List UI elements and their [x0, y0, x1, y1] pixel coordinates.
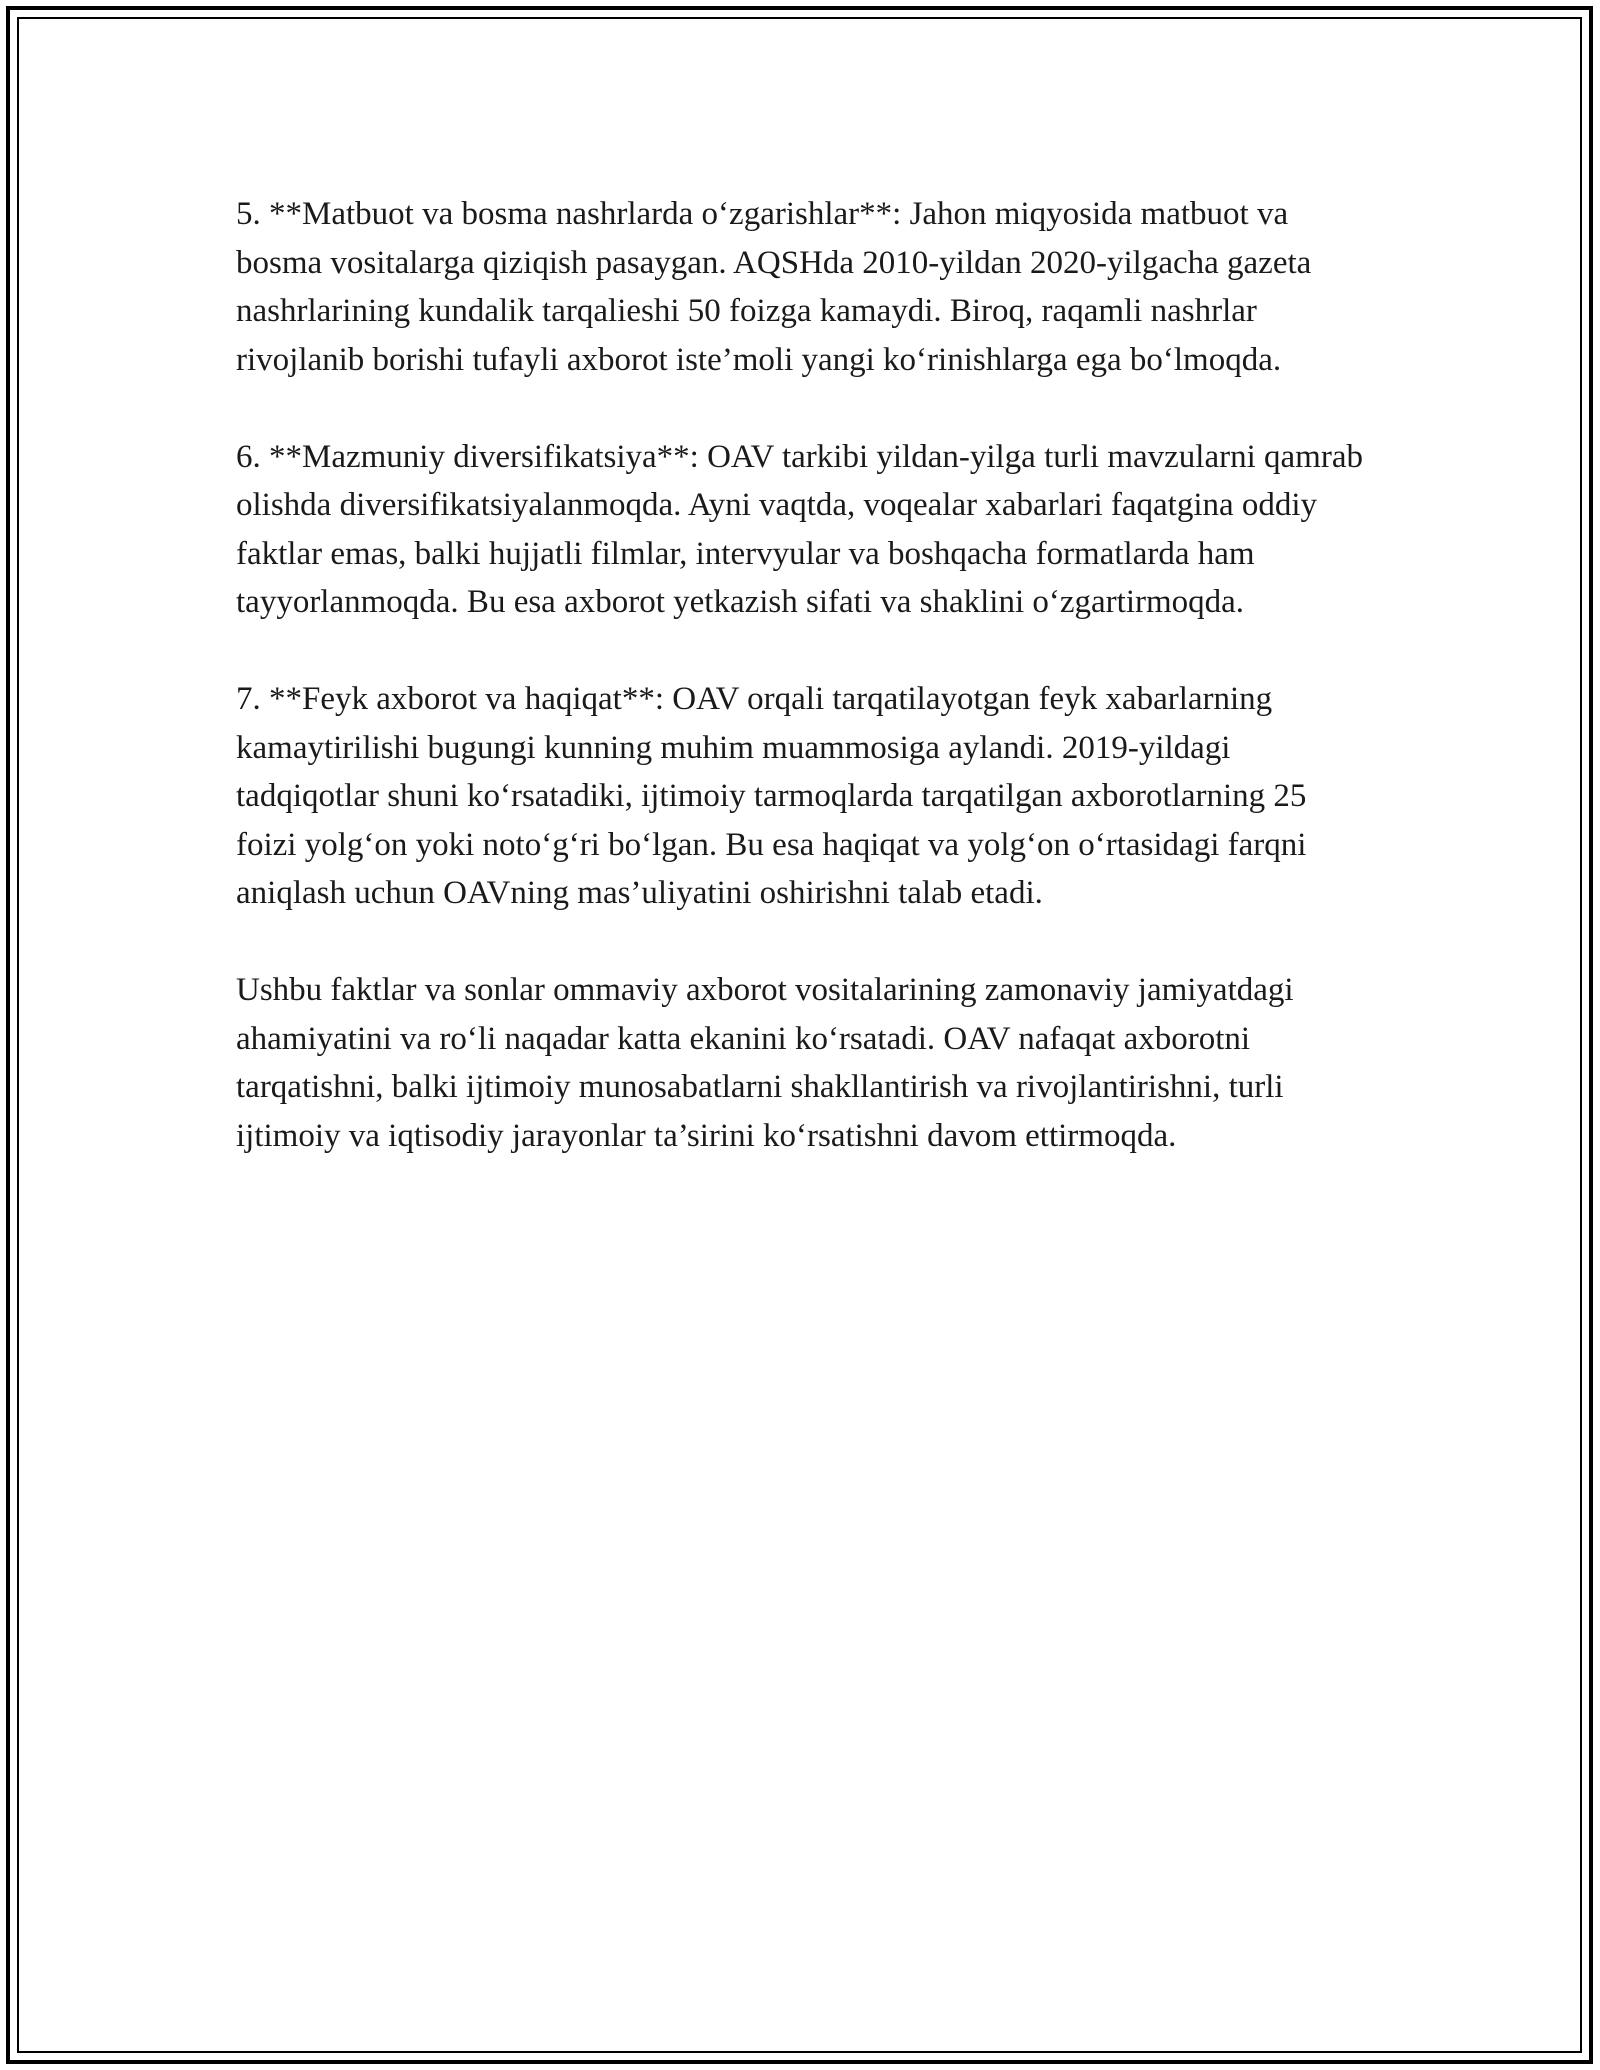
paragraph-print-media-changes: 5. **Matbuot va bosma nashrlarda o‘zgarishlar**: Jahon miqyosida matbuot va bosma vositalarga qiziqish pasaygan. AQSHda 2010-yildan 2020-yilgacha gazeta nashrlarining kundalik tarqalieshi 50 foizga kamaydi. Biroq, raqamli nashrlar rivojlanib borishi tufayli axborot iste’moli yangi ko‘rinishlarga ega bo‘lmoqda. — [236, 196, 1312, 378]
document-body — [236, 190, 1366, 1209]
paragraph-conclusion: Ushbu faktlar va sonlar ommaviy axborot vositalarining zamonaviy jamiyatdagi ahamiyatini va ro‘li naqadar katta ekanini ko‘rsatadi. OAV nafaqat axborotni tarqatishni, balki ijtimoiy munosabatlarni shakllantirish va rivojlantirishni, turli ijtimoiy va iqtisodiy jarayonlar ta’sirini ko‘rsatishni davom ettirmoqda. — [236, 972, 1294, 1154]
paragraph-content-diversification: 6. **Mazmuniy diversifikatsiya**: OAV tarkibi yildan-yilga turli mavzularni qamrab olishda diversifikatsiyalanmoqda. Ayni vaqtda, voqealar xabarlari faqatgina oddiy faktlar emas, balki hujjatli filmlar, intervyular va boshqacha formatlarda ham tayyorlanmoqda. Bu esa axborot yetkazish sifati va shaklini o‘zgartirmoqda. — [236, 438, 1363, 620]
paragraph-fake-news-and-truth: 7. **Feyk axborot va haqiqat**: OAV orqali tarqatilayotgan feyk xabarlarning kamaytirilishi bugungi kunning muhim muammosiga aylandi. 2019-yildagi tadqiqotlar shuni ko‘rsatadiki, ijtimoiy tarmoqlarda tarqatilgan axborotlarning 25 foizi yolg‘on yoki noto‘g‘ri bo‘lgan. Bu esa haqiqat va yolg‘on o‘rtasidagi farqni aniqlash uchun OAVning mas’uliyatini oshirishni talab etadi. — [236, 681, 1307, 911]
